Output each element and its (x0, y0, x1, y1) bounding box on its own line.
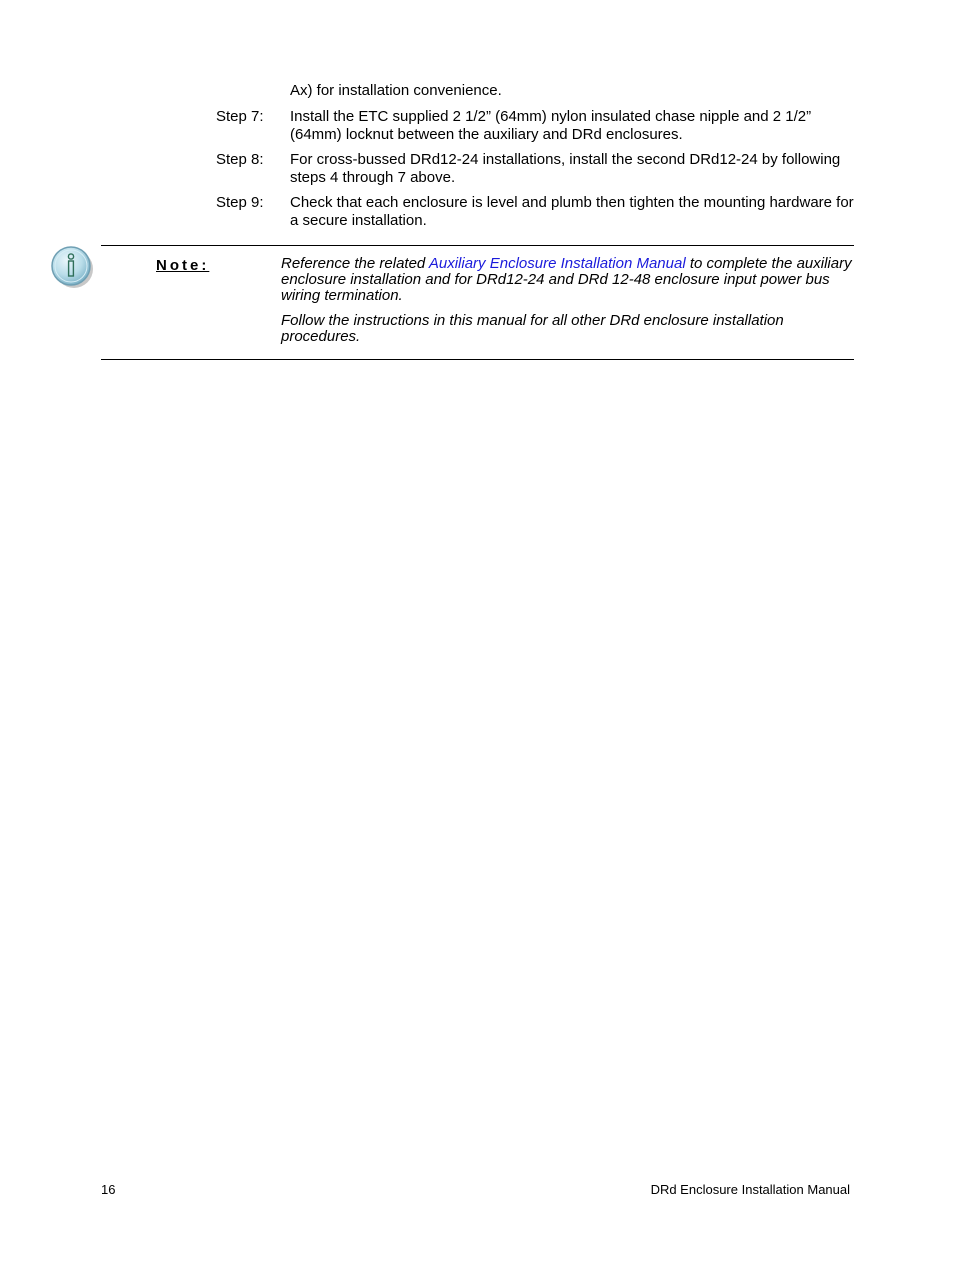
footer-manual-title: DRd Enclosure Installation Manual (650, 1182, 850, 1197)
note-paragraph-1 (281, 256, 853, 304)
info-icon (50, 244, 96, 290)
step-text: For cross-bussed DRd12-24 installations, install the second DRd12-24 by following steps 4 through 7 above. (290, 151, 841, 186)
page-number: 16 (101, 1182, 116, 1197)
note-heading: Note: (156, 257, 210, 274)
step-label: Step 9: (216, 194, 264, 211)
step-6-continuation: Ax) for installation convenience. (290, 82, 502, 99)
note-callout (101, 245, 854, 360)
step-text: Install the ETC supplied 2 1/2” (64mm) nylon insulated chase nipple and 2 1/2” (64mm) locknut between the auxiliary and DRd enclosures. (290, 108, 812, 143)
note-text (281, 256, 853, 354)
step-text: Check that each enclosure is level and plumb then tighten the mounting hardware for a secure installation. (290, 194, 854, 229)
note-text-before-link: Reference the related (281, 255, 429, 272)
step-label: Step 8: (216, 151, 264, 168)
auxiliary-manual-link[interactable]: Auxiliary Enclosure Installation Manual (428, 255, 686, 272)
note-paragraph-2: Follow the instructions in this manual for all other DRd enclosure installation procedures. (281, 312, 784, 345)
step-label: Step 7: (216, 108, 264, 125)
step-8 (216, 151, 856, 187)
note-text-after-link: to complete the auxiliary enclosure installation and for DRd12-24 and DRd 12-48 enclosure input power bus wiring termination. (281, 255, 852, 304)
step-7 (216, 108, 856, 144)
step-9 (216, 194, 856, 230)
